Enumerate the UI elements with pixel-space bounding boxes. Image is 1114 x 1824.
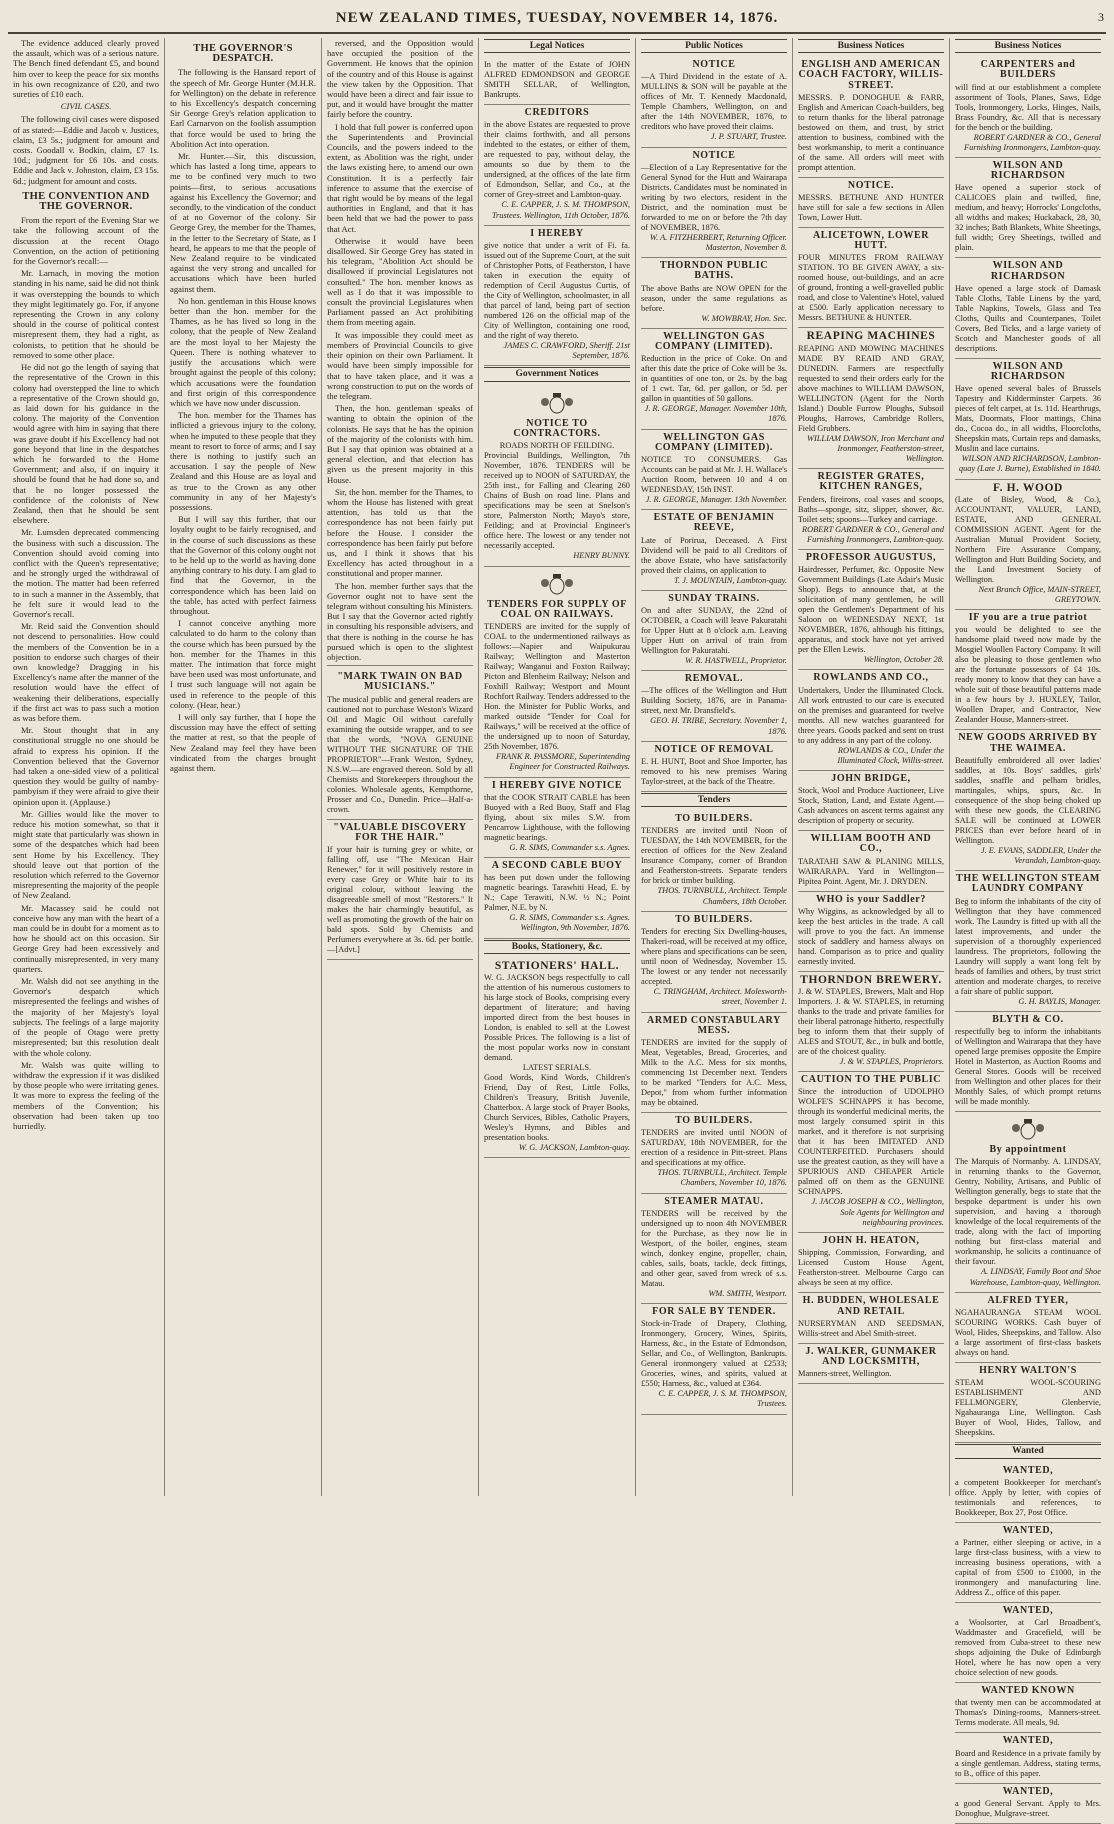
ad-body: Since the introduction of UDOLPHO WOLFE'S SCHNAPPS it has become, through its wonderful medicinal merits, the most largely consumed spirit in this market, and it therefore is not surprising that it has been IMITATED AND COUNTERFEITED. Purchasers should use the greatest caution, as they will have a SPURIOUS AND CHEAPER Article palmed off on them as the GENUINE SCHNAPPS.	[798, 1087, 944, 1197]
ad-body: Stock, Wool and Produce Auctioneer, Live Stock, Station, Land, and Estate Agent.—Cash advances on ascent terms against any description of property or security.	[798, 786, 944, 826]
ad-heading: TENDERS FOR SUPPLY OF COAL ON RAILWAYS.	[487, 598, 627, 621]
article-paragraph: Sir, the hon. member for the Thames, to whom the House has listened with great attention, has told us that the correspondence has not been fairly put before the House. I consider the correspondence has been fairly put before us, and I think it shows that his Excellency has acted throughout in a constitutional and proper manner.	[327, 486, 473, 579]
tender-notice	[641, 912, 787, 1013]
column-2	[165, 38, 322, 1496]
ad-heading: STEAMER MATAU.	[664, 1195, 764, 1207]
ad-signature: WILSON AND RICHARDSON, Lambton-quay (Late J. Burne), Established in 1840.	[958, 454, 1101, 474]
ad-heading: ARMED CONSTABULARY MESS.	[647, 1014, 781, 1036]
ad-body: W. G. JACKSON begs respectfully to call the attention of his numerous customers to his large stock of Books, comprising every department of literature; and having imported direct from the best houses in London, is enabled to sell at the Lowest Possible Prices. The following is a list of the most popular works now in constant demand.	[484, 973, 630, 1063]
business-notice	[955, 1363, 1101, 1443]
ad-heading: CARPENTERS and BUILDERS	[980, 59, 1076, 81]
article-paragraph: Mr. Gillies would like the mover to reduce his motion somewhat, so that it might state that particularly was shown in some of the despatches which had been sent Home by his Excellency. They should leave out that portion of the resolution which referred to the Governor misrepresenting the majority of the people of New Zealand.	[13, 808, 159, 901]
ad-body: —The offices of the Wellington and Hutt Building Society, 1876, are in Panama-street, next Mr. Dransfield's.	[641, 686, 787, 716]
ad-heading: WILLIAM BOOTH AND CO.,	[810, 833, 932, 855]
section-subhead: CIVIL CASES.	[60, 101, 112, 112]
ad-heading: ENGLISH AND AMERICAN COACH FACTORY, WILLIS-STREET.	[798, 59, 944, 91]
ad-body: (Late of Bisley, Wood, & Co.), ACCOUNTANT, VALUER, LAND, ESTATE, AND GENERAL COMMISSION AGENT. Agent for the Australian Mutual Provident Society, Northern Fire Assurance Company, Wellington and Hutt Building Society, and the Land Investment Society of Wellington.	[955, 494, 1101, 584]
ad-signature: J. R. GEORGE, Manager. November 10th, 1876.	[644, 404, 787, 424]
ad-heading: STATIONERS' HALL.	[494, 959, 620, 972]
ad-heading: NOTICE	[692, 149, 736, 161]
wanted-ad	[955, 1463, 1101, 1523]
section-heading: Wanted	[955, 1444, 1101, 1458]
legal-notice	[484, 105, 630, 226]
ad-body: In the matter of the Estate of JOHN ALFRED EDMONDSON and GEORGE SMITH SELLAR, of Wellington, Bankrupts.	[484, 60, 630, 100]
ad-body: that twenty men can be accommodated at Thomas's Dining-rooms, Manners-street. Terms moderate. All meals, 9d.	[955, 1698, 1101, 1728]
ad-heading: ALICETOWN, LOWER HUTT.	[812, 230, 930, 252]
ad-body: Hairdresser, Perfumer, &c. Opposite New Government Buildings (Late Adair's Music Shop). Begs to announce that, at the solicitation of many gentlemen, he will open the Gentlemen's Department of his Saloon on WEDNESDAY NEXT, 1st NOVEMBER, 1876, although his fittings, apparatus, and stock have not yet arrived per the Ellen Lewis.	[798, 565, 944, 655]
ad-subheading: LATEST SERIALS.	[522, 1063, 592, 1073]
business-notice	[955, 359, 1101, 480]
divider	[327, 665, 473, 666]
article-paragraph: The following civil cases were disposed of as stated:—Eddie and Jacob v. Justices, claim, £3 5s.; judgment for amount and costs. Goodall v. Bodkin, claim, £7 1s. 10d.; judgment for £6 10s. and costs. Eddie and Jack v. Johnston, claim, £3 15s. 6d.; judgment for amount and costs.	[13, 114, 159, 186]
public-notice	[641, 742, 787, 792]
article-paragraph: Mr. Lumsden deprecated commencing the business with such a discussion. The Convention should avoid coming into conflict with the Queen's representative; and he strongly urged the withdrawal of the motion. The matter had been referred to in such a manner in the Assembly, that he felt sure it would lead to the Governor's recall.	[13, 527, 159, 619]
ad-body: MESSRS. BETHUNE AND HUNTER have still for sale a few sections in Allen Town, Lower Hutt.	[798, 193, 944, 223]
ad-body: E. H. HUNT, Boot and Shoe Importer, has removed to his new premises Waring Taylor-street, at the back of the Theatre.	[641, 757, 787, 787]
tender-notice	[641, 811, 787, 912]
ad-body: On and after SUNDAY, the 22nd of OCTOBER, a Coach will leave Pakuratahi for Upper Hutt at 8 o'clock a.m. Leaving Upper Hutt on arrival of train from Wellington for Pakuratahi.	[641, 606, 787, 656]
wanted-ad	[955, 1683, 1101, 1733]
business-notice	[798, 670, 944, 771]
public-notice	[641, 57, 787, 147]
article-paragraph: Mr. Hunter.—Sir, this discussion, which has lasted a long time, appears to me to be confined very much to two points—first, to serious accusations against his Excellency the Governor; and secondly, to the vindication of the conduct of at no Governor of the colony. Sir George Grey, the member for the Thames, in the letter to the Secretary of State, as I heard, he appears to me that the people of New Zealand require to be vindicated against the very strong and uncalled for accusations which have been hurled against them.	[170, 151, 316, 294]
business-notice	[955, 1012, 1101, 1112]
legal-notice	[484, 226, 630, 367]
ad-signature: THOS. TURNBULL, Architect. Temple Chambers, 18th October.	[657, 886, 787, 906]
ad-body: respectfully beg to inform the inhabitants of Wellington and Wairarapa that they have opened large premises opposite the Empire Hotel in Masterton, as Auction Rooms and General Stores. Goods will be received from Wellington and other places for their Monthly Sales, of which prompt returns will be made monthly.	[955, 1027, 1101, 1107]
government-notice	[484, 567, 630, 778]
business-notice	[798, 1344, 944, 1384]
ad-body: a good General Servant. Apply to Mrs. Donoghue, Mulgrave-street.	[955, 1798, 1101, 1818]
ad-signature: ROBERT GARDNER & CO., General and Furnishing Ironmongers, Lambton-quay.	[802, 524, 944, 544]
ad-body: Have opened a superior stock of CALICOES plain and twilled, fine, medium, and heavy; Horrocks' Longcloths, all widths and makes; Huckaback, 28, 30, 32 inches; Bath Blankets, White Sheetings, full width; Grey Sheetings, twilled and plain.	[955, 183, 1101, 253]
ad-signature: W. MOWBRAY, Hon. Sec.	[701, 313, 787, 323]
article-paragraph: Mr. Walsh was quite willing to withdraw the expression if it was disliked by those people who were irritating genes. It was more to express the feeling of the members of the Convention; his observation had been taken up too hurriedly.	[13, 1059, 159, 1131]
business-notice	[955, 258, 1101, 358]
ad-signature: J. JACOB JOSEPH & CO., Wellington, Sole Agents for Wellington and neighbouring provinces.	[811, 1197, 944, 1227]
ad-signature: G. R. SIMS, Commander s.s. Agnes.	[509, 842, 630, 852]
ad-body: Tenders for erecting Six Dwelling-houses, Thakeri-road, will be received at my office, where plans and specifications can be seen, until noon of Wednesday, November 15. The lowest or any tender not necessarily accepted.	[641, 927, 787, 987]
ad-body: Manners-street, Wellington.	[798, 1369, 892, 1379]
article-paragraph: The hon. member for the Thames has inflicted a grievous injury to the colony, when he imputed to these people that they meant to resort to force of arms; and I say there is nothing to justify such an accusation. I say the people of New Zealand and this House are as loyal and as true to the Crown as any other community in any of her Majesty's possessions.	[170, 410, 316, 512]
public-notice	[641, 329, 787, 430]
article-paragraph: It was impossible they could meet as members of Provincial Councils to give their opinion on their own Parliament. It would have been simply impossible for that to have taken place, and it was a wrong construction to put on the words of the telegram.	[327, 329, 473, 401]
ad-body: Have opened a large stock of Damask Table Cloths, Table Linens by the yard, Table Napkins, Towels, Glass and Tea Cloths, Quilts and Counterpanes, Toilet Covers, Bed Ticks, and a large variety of Scotch and Manchester goods of all descriptions.	[955, 283, 1101, 353]
section-heading: Business Notices	[955, 39, 1101, 53]
section-heading: Tenders	[641, 793, 787, 807]
section-heading: Books, Stationery, &c.	[484, 940, 630, 954]
ad-body: NGAHAURANGA STEAM WOOL SCOURING WORKS. Cash buyer of Wool, Hides, Sheepskins, and Tallow. Also a large assortment of first-class baskets always on hand.	[955, 1308, 1101, 1358]
ad-body: Board and Residence in a private family by a single gentleman. Address, stating terms, to B., office of this paper.	[955, 1748, 1101, 1778]
ad-heading: WHO is your Saddler?	[816, 893, 926, 905]
ad-signature: Next Branch Office, MAIN-STREET, GREYTOWN.	[978, 584, 1101, 605]
ad-heading: TO BUILDERS.	[675, 813, 753, 825]
ad-body: Fenders, fireirons, coal vases and scoops, Baths—sponge, sitz, slipper, shower, &c. Toilet sets; spoons—Turkey and carriage.	[798, 494, 944, 524]
ad-signature: T. J. MOUNTAIN, Lambton-quay.	[674, 575, 787, 585]
ad-body: a Woolsorter, at Carl Broadbent's, Waddmaster and Gracefield, will be removed from Cuba-street to these new shops adjoining the Duke of Edinburgh Hotel, where he has now open a very choice selection of new goods.	[955, 1618, 1101, 1678]
ad-heading: WANTED,	[1002, 1604, 1054, 1616]
ad-heading: ESTATE OF BENJAMIN REEVE,	[653, 512, 775, 534]
article-paragraph: Mr. Reid said the Convention should not descend to personalities. How could the members of the Convention be in a position to endorse such charges of their own knowledge? Dragging in his Excellency's name after the manner of the resolution would have the effect of weakening their deliberations, especially if the first act was to pass such a motion as was before them.	[13, 621, 159, 723]
ad-heading: By appointment	[989, 1144, 1067, 1156]
ad-heading: A SECOND CABLE BUOY	[491, 860, 623, 872]
ad-body: Provincial Buildings, Wellington, 7th November, 1876. TENDERS will be received up to NOON of SATURDAY, the 25th inst., for Falling and Clearing 260 Chains of Bush on road line. Plans and specifications may be seen at Snelson's store, Palmerston North; Mayo's store, Feilding; and at Provincial Engineer's office here. The lowest or any tender not necessarily accepted.	[484, 451, 630, 551]
ad-heading: NOTICE OF REMOVAL	[654, 743, 774, 755]
public-notice	[641, 258, 787, 329]
business-notice	[955, 57, 1101, 158]
business-notice	[798, 831, 944, 891]
ad-heading: CAUTION TO THE PUBLIC	[800, 1074, 942, 1086]
ad-heading: TO BUILDERS.	[675, 1114, 753, 1126]
ad-body: give notice that under a writ of Fi. fa. issued out of the Supreme Court, at the suit of Christopher Potts, of Featherston, I have taken in execution the equity of redemption of Cecil Augustus Curtis, of the City of Wellington, schoolmaster, in all that parcel of land, being part of section numbered 126 on the official map of the City of Wellington, containing one rood, and the right of way thereto.	[484, 241, 630, 341]
ad-body: TENDERS are invited for the supply of COAL to the undermentioned railways as follows:—Napier and Waipukurau Railway; Wellington and Masterton Railway; Wanganui and Foxton Railway; Picton and Blenheim Railway; Nelson and Foxhill Railway; Westport and Mount Rochfort Railway. Tenders addressed to the Hon. the Minister for Public Works, and marked outside "Tender for Coal for Railways," will be received at the office of the undersigned up to noon of Saturday, 25th November, 1876.	[484, 622, 630, 752]
business-notice	[798, 328, 944, 469]
ad-heading: WELLINGTON GAS COMPANY (LIMITED).	[654, 330, 773, 353]
ad-heading: REMOVAL.	[684, 673, 744, 685]
ad-signature: C. E. CAPPER, J. S. M. THOMPSON, Trustees.	[658, 1389, 787, 1409]
ad-heading: WELLINGTON GAS COMPANY (LIMITED).	[654, 431, 773, 453]
business-notice	[955, 1293, 1101, 1363]
business-notice	[798, 57, 944, 178]
public-notice	[641, 148, 787, 259]
ad-heading: NEW GOODS ARRIVED BY THE WAIMEA.	[958, 732, 1098, 754]
ad-heading: IF you are a true patriot	[968, 612, 1088, 624]
ad-body: Beautifully embroidered all over ladies' saddles, at 10s. Boys' saddles, girls' saddles, snaffle and pelham bridles, martingales, whips, spurs, &c. In consequence of the shop being choked up with these new goods, the CLEARING SALE will be continued at LOWER PRICES than ever before heard of in Wellington.	[955, 755, 1101, 845]
ad-heading: BLYTH & CO.	[992, 1013, 1064, 1025]
business-notice	[798, 1293, 944, 1343]
ad-body: —Election of a Lay Representative for the General Synod for the Hutt and Wairarapa Districts. Candidates must be nominated in writing by two electors, resident in the District, and the nomination must be forwarded to me on or before the 7th day of NOVEMBER, 1876.	[641, 162, 787, 232]
ad-signature: THOS. TURNBULL, Architect. Temple Chambers, November 10, 1876.	[657, 1168, 787, 1188]
ad-body: MESSRS. P. DONOGHUE & FARR, English and American Coach-builders, beg to return thanks for the liberal patronage bestowed on them, and trust, by strict attention to business, combined with the best workmanship, to merit a continuance of the same. All orders will meet with prompt attention.	[798, 92, 944, 172]
ad-body: Stock-in-Trade of Drapery, Clothing, Ironmongery, Grocery, Wines, Spirits, Harness, &c., in the Estate of Edmondson, Sellar, and Co., of Wellington, Bankrupts. General ironmongery valued at £2533; Groceries, wines, and spirits, valued at £550; Harness, &c., valued at £364.	[641, 1319, 787, 1389]
ad-body: The above Baths are NOW OPEN for the season, under the same regulations as before.	[641, 283, 787, 313]
business-notice	[798, 550, 944, 670]
ad-heading: WILSON AND RICHARDSON	[990, 360, 1066, 383]
article-paragraph: I cannot conceive anything more calculated to do harm to the colony than the course which has been pursued by the hon. member for the Thames in this matter. The intimation that force might have been used was most unfortunate, and I trust such language will not again be used in reference to the people of this colony. (Hear, hear.)	[170, 618, 316, 710]
ad-body: The Marquis of Normanby. A. LINDSAY, in returning thanks to the Governor, Gentry, Nobility, Artisans, and Public of Wellington generally, begs to state that the bespoke department is under his own supervision, and having a thorough knowledge of the local requirements of the trade, along with the fact of importing nothing but first-class material and workmanship, he solicits a continuance of their favour.	[955, 1157, 1101, 1267]
ad-signature: JAMES C. CRAWFORD, Sheriff. 21st September, 1876.	[503, 341, 630, 361]
ad-body: Have opened several bales of Brussels Tapestry and Kidderminster Carpets. 36 pieces of felt carpet, at 1s. 11d. Hearthrugs, Mats, Doormats, Floor mattings, China do., Cocoa do., in all widths, Floorcloths, Sheepskin mats, Curtain reps and damasks, Muslin and lace curtains.	[955, 384, 1101, 454]
article-paragraph: I will only say further, that I hope the discussion may have the effect of setting the matter at rest, so that the people of New Zealand may feel they have been vindicated from the charges brought against them.	[170, 712, 316, 774]
advertisement	[327, 820, 473, 960]
bookseller-ad	[484, 958, 630, 1159]
ad-heading: I HEREBY	[530, 227, 584, 239]
advertisement	[327, 669, 473, 819]
ad-body: that the COOK STRAIT CABLE has been Buoyed with a Red Buoy, Staff and Flag flying, about six miles S.W. from Pencarrow Lighthouse, with the following magnetic bearings.	[484, 792, 630, 842]
business-notice	[798, 1072, 944, 1233]
ad-heading: WANTED,	[1002, 1785, 1054, 1797]
article-paragraph: The hon. member further says that the Governor ought not to have sent the telegram without consulting his Ministers. But I say that the Governor acted rightly in consulting his responsible advisers, and that there is nothing in the course he has pursued which is open to the slightest objection.	[327, 580, 473, 662]
ad-heading: TO BUILDERS.	[675, 913, 753, 925]
ad-heading: THORNDON BREWERY.	[800, 973, 942, 986]
business-notice	[798, 469, 944, 550]
ad-body: Beg to inform the inhabitants of the city of Wellington that they have commenced work. The Laundry is fitted up with all the latest improvements, and under the supervision of a thoroughly experienced laundress. The proprietors, following the Laundry will supply a want long felt by heads of families and others, by trust strict attention and moderate charges, to receive a fair share of public support.	[955, 896, 1101, 996]
wanted-ad	[955, 1603, 1101, 1683]
ad-body: TENDERS are invited until Noon of TUESDAY, the 14th NOVEMBER, for the erection of offices for the New Zealand Insurance Company, corner of Brandon and Featherston-streets. Separate tenders for brick or timber building.	[641, 826, 787, 886]
article-paragraph: The evidence adduced clearly proved the assault, which was of a serious nature. The Bench fined defendant £5, and bound him over to keep the peace for six months in his own recognizance of £20, and two sureties of £10 each.	[13, 38, 159, 100]
ad-heading: H. BUDDEN, WHOLESALE AND RETAIL	[802, 1295, 940, 1317]
ad-heading: I HEREBY GIVE NOTICE	[491, 779, 623, 791]
ad-signature: ROBERT GARDNER & CO., General Furnishing Ironmongers, Lambton-quay.	[964, 132, 1101, 152]
royal-crest-icon	[484, 573, 630, 597]
ad-body: has been put down under the following magnetic bearings. Tarawhiti Head, E. by N.; Cape Terawiti, N.W. ½ N.; Point Palmer, N.E. by N.	[484, 873, 630, 913]
ad-heading: NOTICE TO CONTRACTORS.	[513, 417, 601, 440]
ad-heading: ROWLANDS AND CO.,	[813, 672, 929, 684]
story-title: THE CONVENTION AND THE GOVERNOR.	[22, 190, 150, 213]
ad-heading: CREDITORS	[524, 107, 590, 119]
ad-heading: F. H. WOOD	[993, 481, 1063, 494]
section-heading: Legal Notices	[484, 39, 630, 53]
ad-signature: C. E. CAPPER, J. S. M. THOMPSON, Trustees. Wellington, 11th October, 1876.	[491, 200, 630, 220]
column-4	[479, 38, 636, 1496]
ad-heading: "MARK TWAIN ON BAD MUSICIANS."	[337, 671, 463, 693]
royal-crest-icon	[955, 1118, 1101, 1142]
ad-heading: "VALUABLE DISCOVERY FOR THE HAIR."	[333, 821, 467, 843]
ad-body: a Partner, either sleeping or active, in a large first-class business, with a view to increasing business operations, with a capital of from £500 to £1000, in the ironmongery and manufacturing line. Address Z., office of this paper.	[955, 1537, 1101, 1597]
masthead-title: NEW ZEALAND TIMES, TUESDAY, NOVEMBER 14, 1876.	[335, 10, 779, 26]
ad-heading: WANTED,	[1002, 1524, 1054, 1536]
article-paragraph: But I will say this further, that our loyalty ought to be fairly recognised, and in the course of such discussions as these that the Governor of this colony ought not to be held up to the world as having done anything contrary to his duty. I am glad to find that the Governor, in the correspondence which has been laid on the table, has acted with perfect fairness throughout.	[170, 514, 316, 616]
ad-heading: WILSON AND RICHARDSON	[990, 160, 1066, 182]
wanted-ad	[955, 1733, 1101, 1783]
ad-body: REAPING AND MOWING MACHINES MADE BY REAID AND GRAY, DUNEDIN. Farmers are respectfully requested to send their orders early for the above machines to WILLIAM DAWSON, WELLINGTON (Agent for the North Island.) Double Furrow Ploughs, Subsoil Ploughs, Harrows, Cambridge Rollers, Field Grubbers.	[798, 343, 944, 433]
section-heading: Government Notices	[484, 367, 630, 381]
ad-body: Undertakers, Under the Illuminated Clock. All work entrusted to our care is executed on the premises and guaranteed for twelve months. All new watches guaranteed for three years. Goods packed and sent on trust to any address in any part of the colony.	[798, 685, 944, 745]
ad-heading: THE WELLINGTON STEAM LAUNDRY COMPANY	[956, 873, 1100, 895]
section-heading: Public Notices	[641, 39, 787, 53]
ad-signature: GEO. H. TRIBE, Secretary. November 1, 1876.	[650, 716, 787, 736]
ad-heading: NOTICE.	[847, 179, 895, 191]
wanted-ad	[955, 1784, 1101, 1824]
article-paragraph: He did not go the length of saying that the representative of the Crown in this colony had overstepped the line to which a representative of the Crown should go, as laid down for his guidance in the colony. The majority of the Convention would agree with him in saying that there was grave doubt if his Excellency had not gone beyond that line in the despatches which he forwarded to the Home Government; and also, if on inquiry it should be found that he had done so, and that he no longer possessed the confidence of the colonists of New Zealand, then that he should be sent elsewhere.	[13, 362, 159, 526]
ad-heading: FOR SALE BY TENDER.	[652, 1305, 776, 1317]
article-paragraph: Mr. Larnach, in moving the motion standing in his name, said he did not think it was overstepping the bounds to which they might legitimately go. For, if anyone representing the Crown in any colony should in the course of political contest misrepresent them, they had a right, as colonists, to petition that he should be removed to some other place.	[13, 268, 159, 360]
ad-signature: J. E. EVANS, SADDLER, Under the Verandah, Lambton-quay.	[980, 845, 1101, 866]
ad-signature: HENRY BUNNY.	[573, 551, 630, 561]
ad-signature: J. R. GEORGE, Manager. 13th November.	[645, 495, 787, 505]
ad-body: Shipping, Commission, Forwarding, and Licensed Custom House Agent, Featherston-street. Melbourne Cargo can always be seen at my office.	[798, 1248, 944, 1288]
ad-signature: J. P. STUART, Trustee.	[710, 132, 787, 142]
column-5	[636, 38, 793, 1496]
ad-heading: REGISTER GRATES, KITCHEN RANGES,	[817, 471, 925, 493]
ad-body: If your hair is turning grey or white, or falling off, use "The Mexican Hair Renewer," for it will positively restore in every case Grey or White hair to its original colour, without leaving the disagreeable smell of most "Restorers." It makes the hair charmingly beautiful, as well as promoting the growth of the hair on bald spots. Sold by Chemists and Perfumers everywhere at 3s. 6d. per bottle.—[Advt.]	[327, 845, 473, 954]
column-6	[793, 38, 950, 1496]
government-notice	[484, 386, 630, 567]
ad-signature: ROWLANDS & CO., Under the Illuminated Clock, Willis-street.	[837, 745, 944, 765]
article-paragraph: reversed, and the Opposition would have occupied the position of the Government. He knows that the opinion of the country and of this House is against the view taken by the Opposition. That would have been a direct and fair issue to put, and it would have brought the matter fairly before the country.	[327, 38, 473, 120]
ad-subheading: ROADS NORTH OF FEILDING.	[499, 441, 615, 451]
ad-signature: W. G. JACKSON, Lambton-quay.	[518, 1143, 630, 1153]
business-notice	[955, 730, 1101, 871]
ad-signature: J. & W. STAPLES, Proprietors.	[839, 1057, 944, 1067]
ad-body: Reduction in the price of Coke. On and after this date the price of Coke will be 3s. in quantities of one ton, or 2s. by the bag of 1 cwt. Tar, 6d. per gallon, or 5d. per gallon in quantities of 50 gallons.	[641, 354, 787, 404]
ad-body: STEAM WOOL-SCOURING ESTABLISHMENT AND FELLMONGERY, Glenbervie, Ngahauranga Line, Wellington. Cash Buyer of Wool, Hides, Tallow, and Sheepskins.	[955, 1378, 1101, 1438]
ad-signature: A. LINDSAY, Family Boot and Shoe Warehouse, Lambton-quay, Wellington.	[969, 1267, 1101, 1287]
tender-notice	[641, 1194, 787, 1304]
ad-heading: JOHN H. HEATON,	[822, 1235, 920, 1247]
article-paragraph: From the report of the Evening Star we take the following account of the discussion at the recent Otago Convention, on the action of petitioning for the Governor's recall:—	[13, 215, 159, 267]
tender-notice	[641, 1013, 787, 1113]
business-notice	[798, 228, 944, 328]
ad-heading: HENRY WALTON'S	[979, 1365, 1077, 1377]
article-paragraph: Then, the hon. gentleman speaks of wanting to obtain the opinion of the colonists. He says that he has the opinion of the majority of the colonists with him. But I say that opinion was obtained at a general election, and that election has given us the present majority in this House.	[327, 403, 473, 485]
business-notice	[798, 178, 944, 228]
article-paragraph: No hon. gentleman in this House knows better than the hon. member for the Thames, as he has lived so long in the colony, that the people of New Zealand are the most loyal to her Majesty the Queen. There is nothing whatever to justify the accusations which were brought against the people of this colony; which accusations were the foundation and first origin of this correspondence which we have now under discussion.	[170, 295, 316, 408]
ad-signature: WILLIAM DAWSON, Iron Merchant and Ironmonger, Featherston-street, Wellington.	[806, 433, 944, 464]
wanted-ad	[955, 1523, 1101, 1603]
page-number: 3	[1098, 10, 1104, 24]
ad-signature: W. R. HASTWELL, Proprietor.	[685, 656, 787, 666]
business-notice	[955, 610, 1101, 730]
ad-heading: THORNDON PUBLIC BATHS.	[659, 260, 769, 282]
story-title: THE GOVERNOR'S DESPATCH.	[193, 43, 293, 65]
ad-body: NURSERYMAN AND SEEDSMAN, Willis-street and Abel Smith-street.	[798, 1318, 944, 1338]
column-7	[950, 38, 1106, 1818]
ad-body: TARATAHI SAW & PLANING MILLS, WAIRARAPA. Yard in Wellington—Pipitea Point. Agent, Mr. J. DRYDEN.	[798, 856, 944, 886]
ad-signature: G. H. BAYLIS, Manager.	[1018, 996, 1101, 1006]
ad-body: in the above Estates are requested to prove their claims forthwith, and all persons indebted to the estates, or either of them, are requested to pay, without delay, the amounts so due by them to the undersigned, at the offices of the late firm of Edmondson, Sellar, and Co., at the corner of Grey-street and Lambton-quay.	[484, 120, 630, 200]
business-notice	[798, 771, 944, 831]
ad-body: —A Third Dividend in the estate of A. MULLINS & SON will be payable at the offices of Mr. T. Kennedy Macdonald, Temple Chambers, Wellington, on and after the 14th NOVEMBER, 1876, to creditors who have proved their claims.	[641, 72, 787, 132]
royal-crest-icon	[484, 392, 630, 416]
public-notice	[641, 671, 787, 742]
ad-heading: JOHN BRIDGE,	[831, 773, 911, 785]
legal-notice	[484, 57, 630, 105]
ad-heading: REAPING MACHINES	[806, 330, 936, 343]
ad-body: will find at our establishment a complete assortment of Tools, Planes, Saws, Edge Tools, Ironmongery, Locks, Hinges, Nails, Brass Foundry, &c. All that is necessary for the bench or the building.	[955, 82, 1101, 132]
ad-heading: WANTED,	[1002, 1464, 1054, 1476]
tender-notice	[641, 1304, 787, 1415]
ad-body: TENDERS are invited for the supply of Meat, Vegetables, Bread, Groceries, and Milk to the A.C. Mess for six months, commencing 1st December next. Tenders to be marked "Tenders for A.C. Mess, Depot," from whom further information may be obtained.	[641, 1037, 787, 1107]
ad-signature: W. A. FITZHERBERT, Returning Officer. Masterton, November 8.	[649, 232, 787, 253]
ad-body: NOTICE TO CONSUMERS. Gas Accounts can be paid at Mr. J. H. Wallace's Auction Room, between 10 and 4 on WEDNESDAY, 15th INST.	[641, 455, 787, 495]
business-notice	[955, 1112, 1101, 1293]
government-notice	[484, 858, 630, 939]
ad-signature: G. R. SIMS, Commander s.s. Agnes. Wellington, 9th November, 1876.	[509, 913, 630, 933]
business-notice	[798, 1233, 944, 1293]
ad-signature: C. TRINGHAM, Architect. Molesworth-street, November 1.	[653, 987, 787, 1007]
ad-body: Late of Porirua, Deceased. A First Dividend will be paid to all Creditors of the above Estate, who have satisfactorily proved their claims, on application to	[641, 535, 787, 575]
column-1	[8, 38, 165, 1496]
story-body	[13, 215, 159, 1131]
ad-body: you would be delighted to see the handsome plaid tweed now made by the Mosgiel Woollen Factory Company. It will also be pleasing to those gentlemen who are the fortunate possessors of £4 10s. ready money to know that they can have a whole suit of those beautiful patterns made in a few hours by J. HUXLEY, Tailor, Woollen Draper, and Contractor, New Zealander House, Manners-street.	[955, 625, 1101, 725]
ad-signature: WM. SMITH, Westport.	[708, 1288, 787, 1298]
article-paragraph: Mr. Macassey said he could not conceive how any man with the heart of a man could be in doubt for a moment as to how he should act on this occasion. Sir George Grey had been excessively and continually misrepresented, in very many quarters.	[13, 902, 159, 974]
ad-signature: FRANK R. PASSMORE, Superintending Engineer for Constructed Railways.	[495, 752, 630, 772]
article-paragraph: Mr. Walsh did not see anything in the Governor's despatch which misrepresented the feelings and wishes of the majority of her Majesty's loyal subjects. The feelings of a large majority of the people of Otago were pretty misrepresented; but this resolution dealt with the whole colony.	[13, 976, 159, 1058]
ad-body: FOUR MINUTES FROM RAILWAY STATION. TO BE GIVEN AWAY, a six-roomed house, out-buildings, and an acre of ground, fronting a well-gravelled public road, and close to Valentine's Hotel, valued at £500. Early application necessary to Messrs. BETHUNE & HUNTER.	[798, 253, 944, 323]
article-paragraph: The following is the Hansard report of the speech of Mr. George Hunter (M.H.R. for Wellington) on the debate in reference to his Excellency's despatch concerning Sir George Grey's relation application to Earl Carnarvon on the foolish assumption that force would be used to bring the Abolition Act into operation.	[170, 67, 316, 149]
ad-heading: PROFESSOR AUGUSTUS,	[805, 552, 937, 564]
ad-heading: SUNDAY TRAINS.	[668, 592, 760, 604]
article-paragraph: Otherwise it would have been disallowed. Sir George Grey has stated in his telegram, "Abolition Act should be disallowed if provincial Legislatures not consulted." The hon. member knows as well as I do that it was impossible to consult the provincial Legislatures when Parliament passed an Act prohibiting them from meeting again.	[327, 235, 473, 328]
ad-body: J. & W. STAPLES, Brewers, Malt and Hop Importers. J. & W. STAPLES, in returning thanks to the trade and private families for their liberal patronage hitherto, respectfully beg to inform them that their supply of ALES and STOUT, &c., in bulk and bottle, are of the choicest quality.	[798, 987, 944, 1057]
article-paragraph: I hold that full power is conferred upon the Superintendents and Provincial Councils, and the powers indeed to the extent, as Abolition was the right, under the laws existing here, to amend our own Constitution. It is a perfectly fair inference to assume that the exercise of that right would be by means of the legal authorities in England, and that it has been held that we had the power to pass that Act.	[327, 121, 473, 234]
business-notice	[798, 972, 944, 1072]
ad-heading: WANTED KNOWN	[981, 1685, 1075, 1697]
business-notice	[955, 480, 1101, 611]
article-paragraph: Mr. Stout thought that in any constitutional struggle no one should be afraid to express his opinion. If the Convention believed that the Governor had taken a one-sided view of a political question they would be guilty of namby-pambyism if they were afraid to give their opinion upon it. (Applause.)	[13, 725, 159, 807]
tender-notice	[641, 1113, 787, 1194]
ad-body: TENDERS will be received by the undersigned up to noon 4th NOVEMBER for the Purchase, as they now lie in Westport, of the boiler, engines, steam winch, donkey engine, propeller, chain, cables, sails, boats, tackle, deck fittings, and other gear, saved from wreck of s.s. Matau.	[641, 1208, 787, 1288]
masthead	[8, 6, 1106, 34]
ad-signature: Wellington, October 28.	[863, 655, 944, 665]
public-notice	[641, 591, 787, 671]
ad-heading: ALFRED TYER,	[987, 1294, 1069, 1306]
ad-body: Good Words, Kind Words, Children's Friend, Day of Rest, Little Folks, Children's Treasury, British Juvenile, Chatterbox. A large stock of Prayer Books, Church Services, Bibles, Catholic Prayers, Wesley's Hymns, and Bibles and presentation books.	[484, 1073, 630, 1143]
government-notice	[484, 778, 630, 858]
ad-body: TENDERS are invited until NOON of SATURDAY, 18th NOVEMBER, for the erection of a residence in Pitt-street. Plans and specifications at my office.	[641, 1128, 787, 1168]
columns	[8, 38, 1106, 1818]
ad-body: The musical public and general readers are cautioned not to purchase Weston's Wizard Oil and Magic Oil without carefully examining the outside wrapper, and to see that the words, "NOVA GENUINE WITHOUT THE SIGNATURE OF THE PROPRIETOR"—Frank Weston, Sydney, N.S.W.—are engraved thereon. Sold by all Chemists and Storekeepers throughout the colonies. Wholesale agents, Kempthorne, Prosser and Co., Dunedin. Price—Half-a-crown.	[327, 694, 473, 814]
ad-body: Why Wiggins, as acknowledged by all to keep the best articles in the trade. A call will prove to you the fact. An immense stock of saddlery and harness always on hand. Comparison as to price and quality earnestly invited.	[798, 906, 944, 966]
ad-heading: WANTED,	[1002, 1735, 1054, 1747]
ad-body: a competent Bookkeeper for merchant's office. Apply by letter, with copies of testimonials and references, to Bookkeeper, Box 27, Post Office.	[955, 1477, 1101, 1517]
ad-heading: J. WALKER, GUNMAKER AND LOCKSMITH,	[805, 1345, 937, 1367]
public-notice	[641, 510, 787, 591]
business-notice	[798, 892, 944, 972]
ad-heading: WILSON AND RICHARDSON	[990, 260, 1066, 282]
business-notice	[955, 158, 1101, 258]
column-3	[322, 38, 479, 1496]
business-notice	[955, 871, 1101, 1012]
ad-heading: NOTICE	[692, 59, 736, 71]
section-heading: Business Notices	[798, 39, 944, 53]
public-notice	[641, 430, 787, 511]
